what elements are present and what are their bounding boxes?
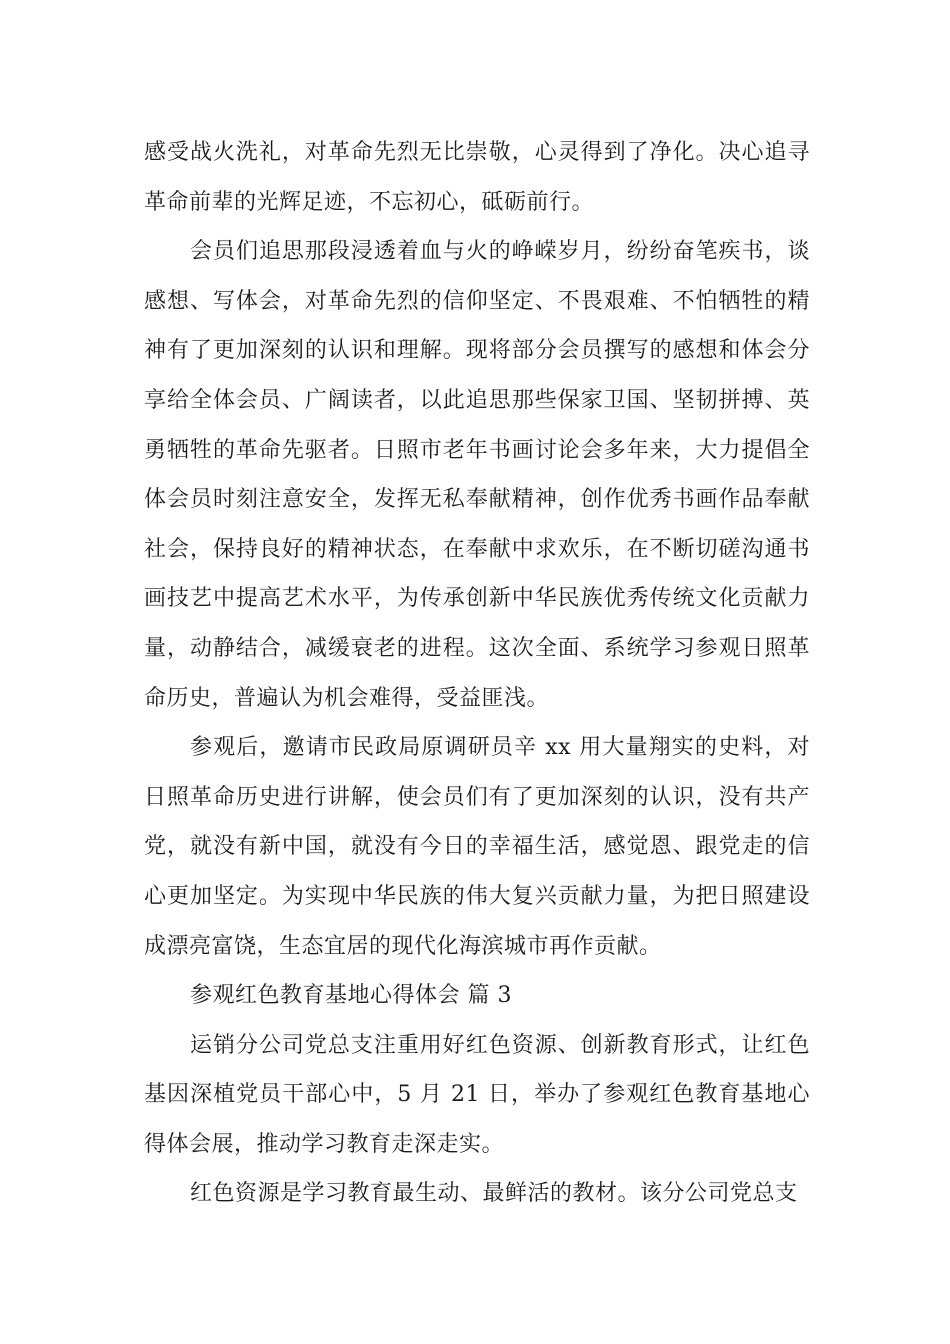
paragraph-1: 感受战火洗礼，对革命先烈无比崇敬，心灵得到了净化。决心追寻革命前辈的光辉足迹，不忘初心，砥砺前行。 bbox=[144, 140, 810, 215]
paragraph-2: 会员们追思那段浸透着血与火的峥嵘岁月，纷纷奋笔疾书，谈感想、写体会，对革命先烈的信仰坚定、不畏艰难、不怕牺牲的精神有了更加深刻的认识和理解。现将部分会员撰写的感想和体会分享给全体会员、广阔读者，以此追思那些保家卫国、坚韧拼搏、英勇牺牲的革命先驱者。日照市老年书画讨论会多年来，大力提倡全体会员时刻注意安全，发挥无私奉献精神，创作优秀书画作品奉献社会，保持良好的精神状态，在奉献中求欢乐，在不断切磋沟通书画技艺中提高艺术水平，为传承创新中华民族优秀传统文化贡献力量，动静结合，减缓衰老的进程。这次全面、系统学习参观日照革命历史，普遍认为机会难得，受益匪浅。 bbox=[144, 239, 810, 711]
section-heading: 参观红色教育基地心得体会 篇 3 bbox=[190, 983, 512, 1009]
document-body bbox=[144, 128, 810, 1219]
paragraph-5: 红色资源是学习教育最生动、最鲜活的教材。该分公司党总支 bbox=[190, 1181, 798, 1207]
paragraph-4: 运销分公司党总支注重用好红色资源、创新教育形式，让红色基因深植党员干部心中，5 月 21 日，举办了参观红色教育基地心得体会展，推动学习教育走深走实。 bbox=[144, 1032, 810, 1157]
paragraph-3: 参观后，邀请市民政局原调研员辛 xx 用大量翔实的史料，对日照革命历史进行讲解，使会员们有了更加深刻的认识，没有共产党，就没有新中国，就没有今日的幸福生活，感觉恩、跟党走的信心更加坚定。为实现中华民族的伟大复兴贡献力量，为把日照建设成漂亮富饶，生态宜居的现代化海滨城市再作贡献。 bbox=[144, 735, 810, 959]
